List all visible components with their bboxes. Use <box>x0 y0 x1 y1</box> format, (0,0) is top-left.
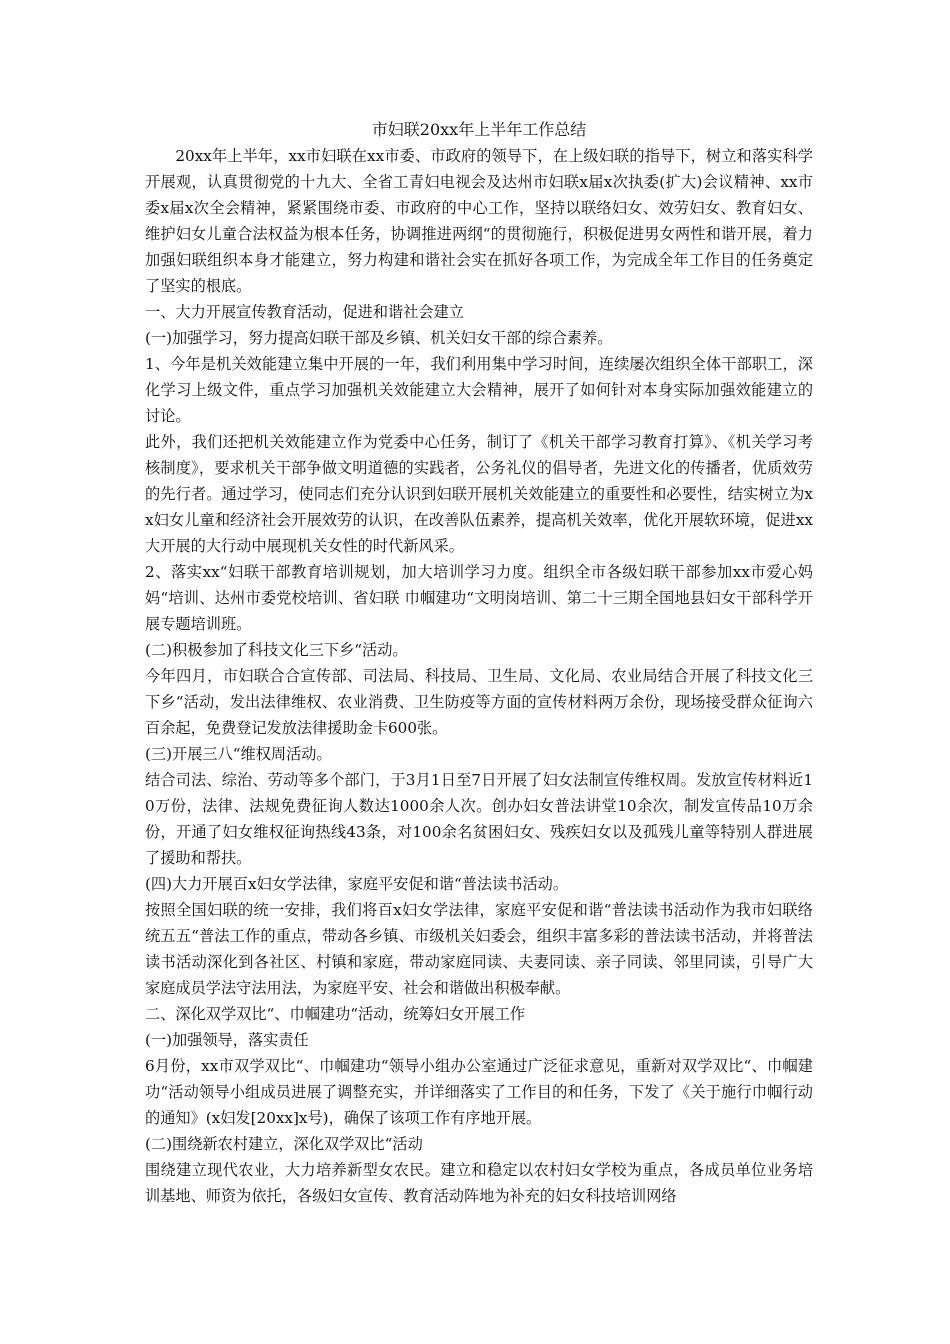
paragraph: 20xx年上半年，xx市妇联在xx市委、市政府的领导下，在上级妇联的指导下，树立和落实科学开展观，认真贯彻党的十九大、全省工青妇电视会及达州市妇联x届x次执委(扩大)会议精神、xx市委x届x次全会精神，紧紧围绕市委、市政府的中心工作，坚持以联络妇女、效劳妇女、教育妇女、维护妇女儿童合法权益为根本任务，协调推进两纲“的贯彻施行，积极促进男女两性和谐开展，着力加强妇联组织本身才能建立，努力构建和谐社会实在抓好各项工作，为完成全年工作目的任务奠定了坚实的根底。 <box>145 147 813 295</box>
document-title: 市妇联20xx年上半年工作总结 <box>371 120 587 139</box>
paragraph: (四)大力开展百x妇女学法律，家庭平安促和谐“普法读书活动。 <box>145 875 569 893</box>
document-page <box>145 117 813 1209</box>
paragraph: 今年四月，市妇联合合宣传部、司法局、科技局、卫生局、文化局、农业局结合开展了科技文化三下乡“活动，发出法律维权、农业消费、卫生防疫等方面的宣传材料两万余份，现场接受群众征询六百余起，免费登记发放法律援助金卡600张。 <box>145 667 813 737</box>
paragraph: (一)加强学习，努力提高妇联干部及乡镇、机关妇女干部的综合素养。 <box>145 329 613 347</box>
paragraph: 此外，我们还把机关效能建立作为党委中心任务，制订了《机关干部学习教育打算》、《机关学习考核制度》，要求机关干部争做文明道德的实践者，公务礼仪的倡导者，先进文化的传播者，优质效劳的先行者。通过学习，使同志们充分认识到妇联开展机关效能建立的重要性和必要性，结实树立为xx妇女儿童和经济社会开展效劳的认识，在改善队伍素养，提高机关效率，优化开展软环境，促进xx大开展的大行动中展现机关女性的时代新风采。 <box>145 433 813 555</box>
paragraph: 按照全国妇联的统一安排，我们将百x妇女学法律，家庭平安促和谐“普法读书活动作为我市妇联络统五五“普法工作的重点，带动各乡镇、市级机关妇委会，组织丰富多彩的普法读书活动，并将普法读书活动深化到各社区、村镇和家庭，带动家庭同读、夫妻同读、亲子同读、邻里同读，引导广大家庭成员学法守法用法，为家庭平安、社会和谐做出积极奉献。 <box>145 901 813 997</box>
paragraph: (一)加强领导，落实责任 <box>145 1031 309 1049</box>
paragraph: 6月份，xx市双学双比“、巾帼建功“领导小组办公室通过广泛征求意见，重新对双学双比“、巾帼建功“活动领导小组成员进展了调整充实，并详细落实了工作目的和任务，下发了《关于施行巾帼行动的通知》(x妇发[20xx]x号)，确保了该项工作有序地开展。 <box>145 1057 813 1127</box>
paragraph: 二、深化双学双比“、巾帼建功“活动，统筹妇女开展工作 <box>145 1005 526 1023</box>
paragraph: 一、大力开展宣传教育活动，促进和谐社会建立 <box>145 303 464 321</box>
document-body <box>145 143 813 1209</box>
paragraph: (二)围绕新农村建立，深化双学双比“活动 <box>145 1135 423 1153</box>
paragraph: (二)积极参加了科技文化三下乡“活动。 <box>145 641 408 659</box>
paragraph: (三)开展三八“维权周活动。 <box>145 745 332 763</box>
paragraph: 结合司法、综治、劳动等多个部门，于3月1日至7日开展了妇女法制宣传维权周。发放宣传材料近10万份，法律、法规免费征询人数达1000余人次。创办妇女普法讲堂10余次，制发宣传品10万余份，开通了妇女维权征询热线43条，对100余名贫困妇女、残疾妇女以及孤残儿童等特别人群进展了援助和帮扶。 <box>145 771 813 867</box>
paragraph: 2、落实xx“妇联干部教育培训规划，加大培训学习力度。组织全市各级妇联干部参加xx市爱心妈妈“培训、达州市委党校培训、省妇联 巾帼建功“文明岗培训、第二十三期全国地县妇女干部科学开展专题培训班。 <box>145 563 813 633</box>
paragraph: 围绕建立现代农业，大力培养新型女农民。建立和稳定以农村妇女学校为重点，各成员单位业务培训基地、师资为依托，各级妇女宣传、教育活动阵地为补充的妇女科技培训网络 <box>145 1161 813 1205</box>
paragraph: 1、今年是机关效能建立集中开展的一年，我们利用集中学习时间，连续屡次组织全体干部职工，深化学习上级文件，重点学习加强机关效能建立大会精神，展开了如何针对本身实际加强效能建立的讨论。 <box>145 355 813 425</box>
